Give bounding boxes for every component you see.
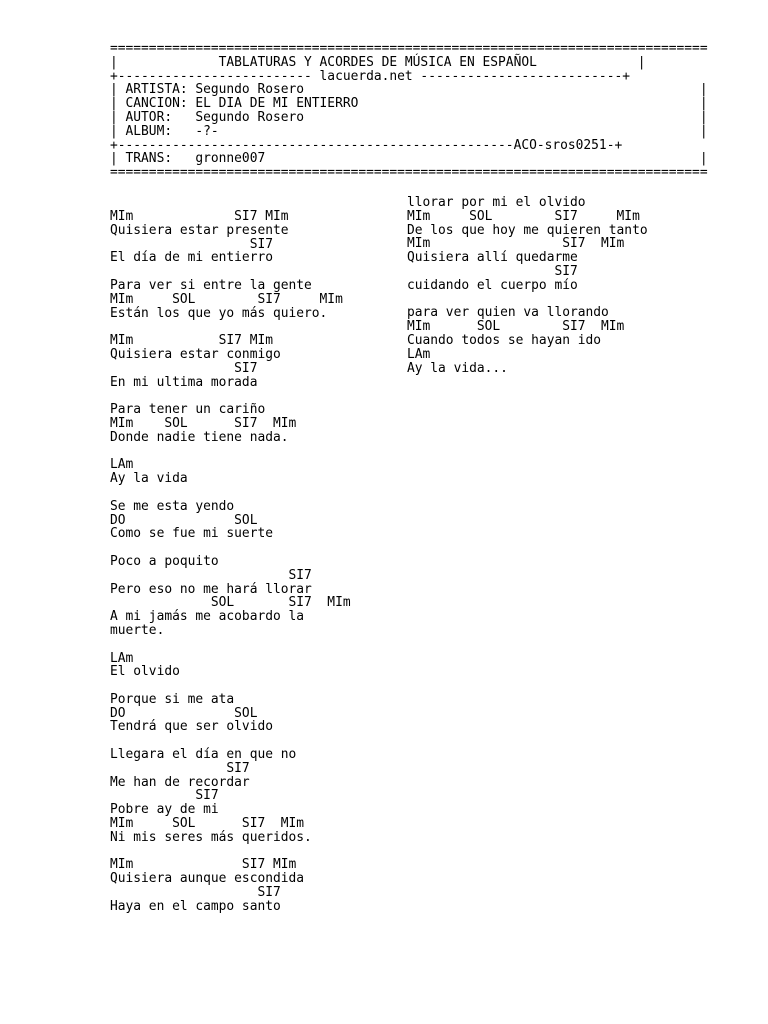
lyric-line (110, 265, 351, 279)
lyric-line: Cuando todos se hayan ido (407, 332, 602, 348)
lyric-line: SOL SI7 MIm (110, 595, 351, 611)
lyric-line: Como se fue mi suerte (110, 526, 273, 542)
lyrics-left-column (110, 210, 351, 914)
lyric-line (110, 845, 351, 859)
lyric-line: LAm (110, 457, 134, 473)
lyric-line (407, 293, 648, 307)
lyric-line: llorar por mi el olvido (407, 195, 586, 210)
lyric-line (110, 486, 351, 500)
header-line: | AUTOR: Segundo Rosero | (110, 109, 708, 125)
lyric-line: Ay la vida (110, 471, 188, 487)
lyric-line: Están los que yo más quiero. (110, 305, 328, 321)
lyric-line: MIm SI7 MIm (110, 857, 297, 873)
lyric-line: De los que hoy me quieren tanto (407, 222, 648, 238)
lyric-line: Ay la vida... (407, 360, 508, 376)
lyric-line: Para tener un cariño (110, 402, 266, 418)
header-line: | ARTISTA: Segundo Rosero | (110, 82, 708, 98)
lyric-line: Donde nadie tiene nada. (110, 429, 289, 445)
lyric-line: SI7 (110, 567, 312, 583)
lyric-line: Quisiera estar conmigo (110, 346, 281, 362)
header-line: +---------------------------------------------------ACO-sros0251-+ (110, 137, 623, 153)
header-line: ============================================================================= (110, 41, 708, 56)
lyric-line: Quisiera allí quedarme (407, 250, 578, 266)
lyric-line: Ni mis seres más queridos. (110, 829, 312, 845)
lyric-line (110, 638, 351, 652)
lyric-line: Pobre ay de mi (110, 802, 219, 818)
lyric-line: MIm SI7 MIm (110, 333, 273, 349)
lyric-line: MIm SOL SI7 MIm (110, 291, 343, 307)
lyric-line (110, 320, 351, 334)
lyric-line (110, 679, 351, 693)
lyric-line: Pero eso no me hará llorar (110, 581, 312, 597)
lyric-line: Poco a poquito (110, 553, 219, 569)
lyric-line: Quisiera aunque escondida (110, 871, 305, 887)
lyric-line: LAm (407, 346, 431, 362)
lyric-line: MIm SOL SI7 MIm (110, 415, 297, 431)
lyric-line: MIm SOL SI7 MIm (110, 816, 305, 832)
lyric-line (110, 445, 351, 459)
lyrics-right-column (407, 196, 648, 375)
lyric-line: MIm SOL SI7 MIm (407, 208, 640, 224)
lyric-line: Porque si me ata (110, 691, 235, 707)
lyric-line (110, 541, 351, 555)
lyric-line: muerte. (110, 622, 165, 638)
tab-header-block (110, 42, 708, 180)
header-line: +------------------------- lacuerda.net --------------------------+ (110, 68, 630, 84)
header-line: | TABLATURAS Y ACORDES DE MÚSICA EN ESPAÑOL | (110, 54, 646, 70)
lyric-line: LAm (110, 650, 134, 666)
lyric-line: SI7 (110, 885, 281, 901)
lyric-line (110, 734, 351, 748)
lyric-line: MIm SOL SI7 MIm (407, 319, 625, 335)
header-line: | CANCION: EL DIA DE MI ENTIERRO | (110, 96, 708, 112)
lyric-line: Haya en el campo santo (110, 898, 281, 914)
lyric-line: DO SOL (110, 705, 258, 721)
lyric-line: Para ver si entre la gente (110, 277, 312, 293)
lyric-line: SI7 (110, 236, 273, 252)
lyric-line: Tendrá que ser olvido (110, 719, 273, 735)
lyric-line: MIm SI7 MIm (407, 236, 625, 252)
header-line: | TRANS: gronne007 | (110, 151, 708, 167)
header-line: ============================================================================= (110, 165, 708, 181)
lyric-line: En mi ultima morada (110, 374, 258, 390)
lyric-line: para ver quien va llorando (407, 305, 609, 321)
lyric-line: SI7 (110, 760, 250, 776)
lyric-line: Se me esta yendo (110, 498, 235, 514)
lyric-line: Llegara el día en que no (110, 747, 297, 763)
lyric-line: Me han de recordar (110, 774, 250, 790)
header-line: | ALBUM: -?- | (110, 123, 708, 139)
lyric-line: SI7 (110, 788, 219, 804)
lyric-line: A mi jamás me acobardo la (110, 609, 305, 625)
lyric-line: Quisiera estar presente (110, 222, 289, 238)
lyric-line: MIm SI7 MIm (110, 209, 289, 224)
lyric-line: El olvido (110, 664, 180, 680)
lyric-line: SI7 (110, 360, 258, 376)
lyric-line: cuidando el cuerpo mío (407, 277, 578, 293)
lyric-line: SI7 (407, 263, 578, 279)
lyric-line: El día de mi entierro (110, 250, 273, 266)
lyric-line: DO SOL (110, 512, 258, 528)
lyric-line (110, 389, 351, 403)
